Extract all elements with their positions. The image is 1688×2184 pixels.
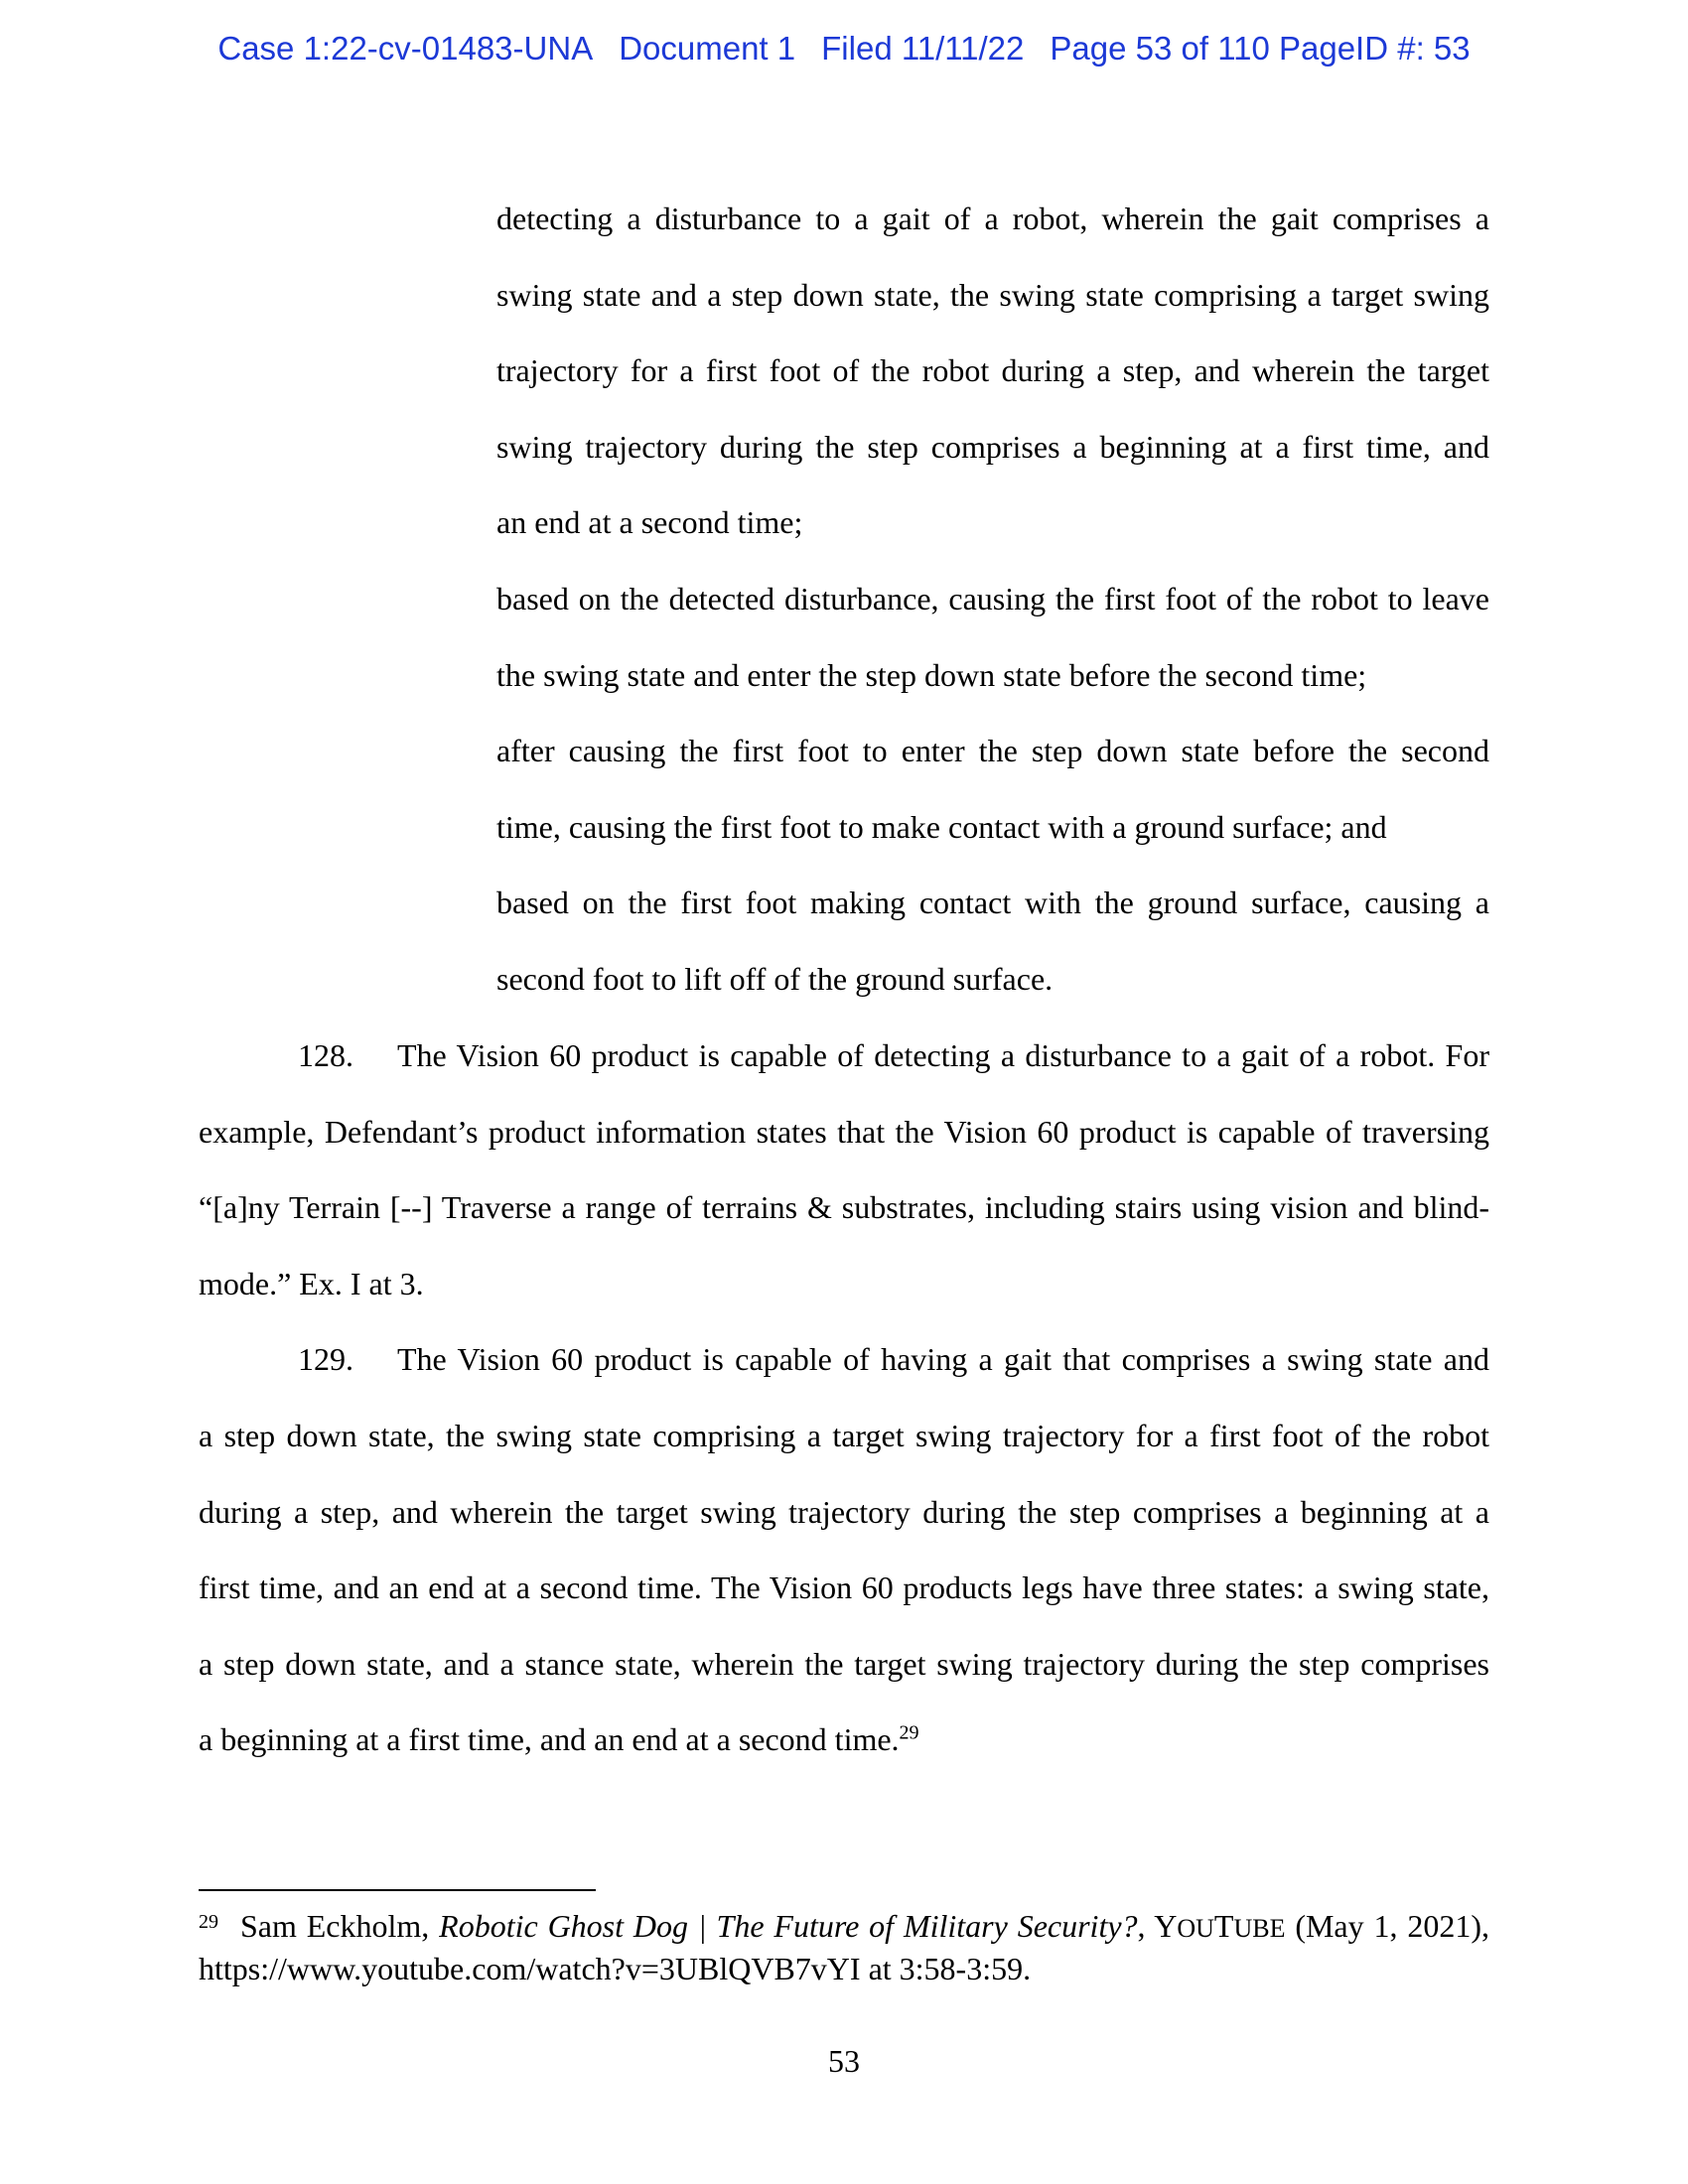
footnote-title: Robotic Ghost Dog | The Future of Military Security?	[439, 1908, 1138, 1944]
body-text	[199, 1031, 1489, 1792]
footnote-url[interactable]: https://www.youtube.com/watch?v=3UBlQVB7vYI at 3:58-3:59.	[199, 1951, 1032, 1986]
claim-block	[496, 195, 1489, 1031]
page-number: 53	[828, 2043, 860, 2079]
claim-line: swing trajectory during the step comprises a beginning at a first time, and	[496, 428, 1489, 465]
paragraph-line	[199, 1715, 1489, 1792]
paragraph-line: “[a]ny Terrain [--] Traverse a range of terrains & substrates, including stairs using vision and blind-	[199, 1189, 1489, 1226]
footnote-source-small: OU	[1177, 1914, 1214, 1943]
paragraph-number: 128.	[298, 1037, 353, 1073]
header-page-id: Page 53 of 110 PageID #: 53	[1050, 30, 1471, 67]
footnote-source-cap2: T	[1213, 1908, 1234, 1944]
footnote-line	[199, 1906, 1489, 1949]
footnote-separator	[199, 1889, 596, 1891]
header-case-number: Case 1:22-cv-01483-UNA	[217, 30, 594, 67]
paragraph-text: The Vision 60 product is capable of detecting a disturbance to a gait of a robot. For	[397, 1037, 1489, 1073]
footnote-date: (May 1, 2021),	[1285, 1908, 1490, 1944]
claim-line: an end at a second time;	[496, 504, 803, 541]
footnote-source-cap: Y	[1154, 1908, 1178, 1944]
claim-line: based on the first foot making contact with the ground surface, causing a	[496, 885, 1489, 921]
claim-line: second foot to lift off of the ground surface.	[496, 960, 1054, 997]
claim-line: after causing the first foot to enter the step down state before the second	[496, 733, 1489, 769]
claim-line: detecting a disturbance to a gait of a robot, wherein the gait comprises a	[496, 201, 1489, 236]
footnote-number: 29	[199, 1911, 218, 1933]
paragraph-line	[199, 1031, 1489, 1108]
paragraph-line: a step down state, the swing state comprising a target swing trajectory for a first foot of the robot	[199, 1417, 1489, 1453]
footnote-source	[1154, 1908, 1285, 1944]
paragraph-129	[199, 1335, 1489, 1792]
header-filed-date: Filed 11/11/22	[821, 30, 1025, 67]
paragraph-line: example, Defendant’s product information states that the Vision 60 product is capable of traversing	[199, 1113, 1489, 1150]
footnote-source-prefix: ,	[1137, 1908, 1155, 1944]
footnote-author: Sam Eckholm,	[240, 1908, 430, 1944]
paragraph-line	[199, 1335, 1489, 1412]
claim-line: the swing state and enter the step down state before the second time;	[496, 656, 1367, 693]
claim-line: based on the detected disturbance, causing the first foot of the robot to leave	[496, 580, 1489, 616]
case-header	[0, 30, 1688, 68]
paragraph-number: 129.	[298, 1341, 353, 1378]
header-document: Document 1	[619, 30, 796, 67]
claim-line: swing state and a step down state, the swing state comprising a target swing	[496, 276, 1489, 313]
paragraph-line: during a step, and wherein the target swing trajectory during the step comprises a beginning at a	[199, 1493, 1489, 1530]
paragraph-line: mode.” Ex. I at 3.	[199, 1265, 424, 1301]
footnote-source-small2: UBE	[1233, 1914, 1286, 1943]
paragraph-line: a step down state, and a stance state, wherein the target swing trajectory during the step comprises	[199, 1645, 1489, 1682]
claim-line: trajectory for a first foot of the robot during a step, and wherein the target	[496, 352, 1489, 389]
paragraph-128	[199, 1031, 1489, 1335]
paragraph-text: The Vision 60 product is capable of having a gait that comprises a swing state and	[397, 1341, 1489, 1378]
claim-line: time, causing the first foot to make contact with a ground surface; and	[496, 808, 1387, 845]
paragraph-text: a beginning at a first time, and an end at a second time.	[199, 1721, 900, 1758]
footnote	[199, 1906, 1489, 1988]
footnote-reference[interactable]: 29	[899, 1721, 919, 1744]
paragraph-line: first time, and an end at a second time. The Vision 60 products legs have three states: a swing state,	[199, 1570, 1489, 1606]
